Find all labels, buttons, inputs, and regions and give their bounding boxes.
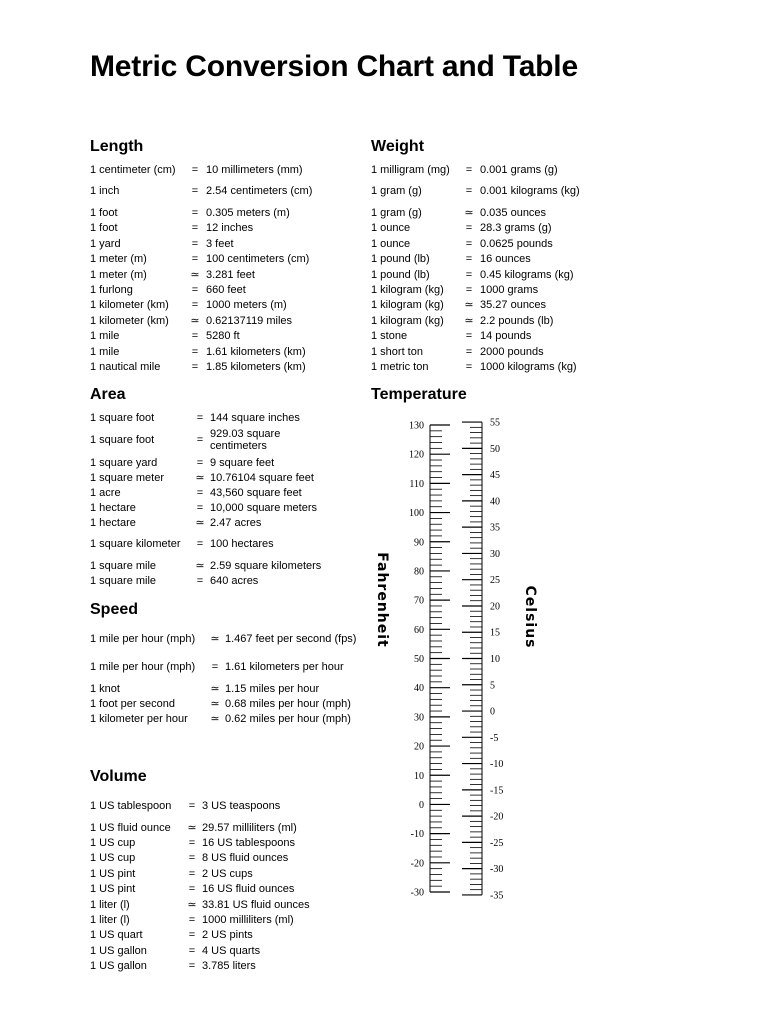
area-row xyxy=(90,410,328,425)
area-to-value: 9 square feet xyxy=(210,456,275,469)
volume-relation-symbol: = xyxy=(188,929,196,942)
length-row xyxy=(90,177,316,205)
speed-relation-symbol: = xyxy=(211,661,219,673)
volume-row xyxy=(90,851,342,866)
volume-from-unit: 1 US cup xyxy=(90,837,136,850)
length-relation-symbol: = xyxy=(191,360,199,373)
length-from-unit: 1 kilometer (km) xyxy=(90,299,169,312)
speed-to-value: 1.467 feet per second (fps) xyxy=(225,633,357,645)
speed-relation-symbol: ≃ xyxy=(210,682,220,695)
area-row xyxy=(90,425,328,455)
celsius-tick-label: 45 xyxy=(490,470,500,482)
area-row xyxy=(90,515,328,530)
area-table xyxy=(90,410,328,588)
weight-relation-symbol: = xyxy=(465,345,473,358)
area-relation-symbol: ≃ xyxy=(195,516,205,529)
weight-from-unit: 1 kilogram (kg) xyxy=(371,299,444,312)
weight-from-unit: 1 ounce xyxy=(371,222,411,235)
weight-row xyxy=(371,344,592,359)
length-row xyxy=(90,359,316,374)
area-from-unit: 1 hectare xyxy=(90,516,136,529)
celsius-tick-label: -30 xyxy=(490,864,504,876)
weight-row xyxy=(371,282,592,297)
volume-row xyxy=(90,943,342,958)
weight-relation-symbol: ≃ xyxy=(464,207,474,220)
weight-to-value: 0.001 kilograms (kg) xyxy=(480,185,580,198)
volume-relation-symbol: = xyxy=(188,867,196,880)
fahrenheit-tick-label: 20 xyxy=(414,741,424,753)
area-from-unit: 1 square foot xyxy=(90,434,155,446)
area-from-unit: 1 square foot xyxy=(90,411,155,424)
celsius-tick-label: -25 xyxy=(490,837,504,849)
area-from-unit: 1 square kilometer xyxy=(90,538,181,550)
area-row xyxy=(90,485,328,500)
celsius-tick-label: 20 xyxy=(490,601,500,613)
celsius-tick-label: 5 xyxy=(490,680,495,692)
area-relation-symbol: = xyxy=(196,574,204,587)
weight-relation-symbol: ≃ xyxy=(464,299,474,312)
area-title: Area xyxy=(90,386,126,403)
weight-to-value: 1000 grams xyxy=(480,284,539,297)
length-row xyxy=(90,329,316,344)
volume-from-unit: 1 liter (l) xyxy=(90,898,130,911)
length-from-unit: 1 mile xyxy=(90,330,120,343)
weight-row xyxy=(371,267,592,282)
length-row xyxy=(90,162,316,177)
weight-from-unit: 1 short ton xyxy=(371,345,423,358)
volume-table xyxy=(90,792,342,974)
weight-to-value: 0.035 ounces xyxy=(480,207,547,220)
volume-from-unit: 1 US tablespoon xyxy=(90,800,172,812)
weight-relation-symbol: ≃ xyxy=(464,314,474,327)
length-to-value: 3.281 feet xyxy=(206,268,255,281)
fahrenheit-tick-label: 30 xyxy=(414,712,424,724)
volume-from-unit: 1 US gallon xyxy=(90,944,147,957)
length-table xyxy=(90,162,316,375)
length-row xyxy=(90,236,316,251)
fahrenheit-tick-label: 60 xyxy=(414,624,424,636)
weight-row xyxy=(371,252,592,267)
volume-row xyxy=(90,820,342,835)
celsius-tick-label: 25 xyxy=(490,575,500,587)
speed-from-unit: 1 mile per hour (mph) xyxy=(90,633,196,645)
celsius-tick-label: 55 xyxy=(490,417,500,429)
length-relation-symbol: = xyxy=(191,185,199,198)
length-row xyxy=(90,344,316,359)
area-relation-symbol: = xyxy=(196,434,204,446)
length-from-unit: 1 foot xyxy=(90,207,118,220)
celsius-tick-label: -35 xyxy=(490,890,504,902)
weight-relation-symbol: = xyxy=(465,330,473,343)
length-row xyxy=(90,267,316,282)
speed-to-value: 0.62 miles per hour (mph) xyxy=(225,713,351,726)
area-relation-symbol: = xyxy=(196,411,204,424)
area-from-unit: 1 square mile xyxy=(90,574,157,587)
area-from-unit: 1 acre xyxy=(90,486,121,499)
length-from-unit: 1 inch xyxy=(90,185,120,198)
weight-from-unit: 1 gram (g) xyxy=(371,207,422,220)
area-from-unit: 1 hectare xyxy=(90,501,136,514)
length-from-unit: 1 centimeter (cm) xyxy=(90,163,176,176)
weight-to-value: 0.0625 pounds xyxy=(480,237,553,250)
volume-row xyxy=(90,866,342,881)
length-from-unit: 1 meter (m) xyxy=(90,268,147,281)
fahrenheit-tick-label: 110 xyxy=(409,478,424,490)
celsius-label: Celsius xyxy=(522,585,538,649)
weight-to-value: 0.001 grams (g) xyxy=(480,163,558,176)
weight-row xyxy=(371,221,592,236)
volume-from-unit: 1 US pint xyxy=(90,883,136,896)
length-row xyxy=(90,221,316,236)
volume-relation-symbol: = xyxy=(188,852,196,865)
volume-row xyxy=(90,912,342,927)
fahrenheit-tick-label: 10 xyxy=(414,770,424,782)
weight-from-unit: 1 pound (lb) xyxy=(371,253,430,266)
length-to-value: 660 feet xyxy=(206,284,246,297)
volume-to-value: 16 US tablespoons xyxy=(202,837,295,850)
weight-from-unit: 1 pound (lb) xyxy=(371,268,430,281)
volume-row xyxy=(90,959,342,974)
weight-to-value: 2000 pounds xyxy=(480,345,544,358)
length-to-value: 1.85 kilometers (km) xyxy=(206,360,306,373)
celsius-tick-label: -5 xyxy=(490,732,499,744)
weight-from-unit: 1 kilogram (kg) xyxy=(371,284,444,297)
length-relation-symbol: = xyxy=(191,222,199,235)
weight-row xyxy=(371,236,592,251)
speed-relation-symbol: ≃ xyxy=(210,698,220,711)
volume-row xyxy=(90,882,342,897)
fahrenheit-tick-label: 40 xyxy=(414,683,424,695)
weight-row xyxy=(371,205,592,220)
celsius-tick-label: 50 xyxy=(490,443,500,455)
length-title: Length xyxy=(90,138,144,155)
speed-to-value: 1.15 miles per hour xyxy=(225,682,320,695)
weight-from-unit: 1 metric ton xyxy=(371,360,429,373)
area-from-unit: 1 square yard xyxy=(90,456,158,469)
weight-relation-symbol: = xyxy=(465,360,473,373)
weight-row xyxy=(371,329,592,344)
area-to-value: 640 acres xyxy=(210,574,259,587)
length-relation-symbol: = xyxy=(191,207,199,220)
area-relation-symbol: = xyxy=(196,456,204,469)
weight-from-unit: 1 kilogram (kg) xyxy=(371,314,444,327)
volume-to-value: 2 US cups xyxy=(202,867,253,880)
volume-relation-symbol: ≃ xyxy=(187,821,197,834)
fahrenheit-tick-label: 50 xyxy=(414,654,424,665)
length-from-unit: 1 yard xyxy=(90,237,121,250)
weight-from-unit: 1 milligram (mg) xyxy=(371,163,450,176)
area-to-value: 144 square inches xyxy=(210,411,300,424)
length-to-value: 1000 meters (m) xyxy=(206,299,287,312)
speed-row xyxy=(90,653,360,681)
celsius-tick-label: -20 xyxy=(490,811,504,823)
area-to-value: 100 hectares xyxy=(210,538,274,550)
area-to-value: 43,560 square feet xyxy=(210,486,302,499)
length-relation-symbol: = xyxy=(191,237,199,250)
area-row xyxy=(90,470,328,485)
weight-relation-symbol: = xyxy=(465,222,473,235)
volume-relation-symbol: ≃ xyxy=(187,898,197,911)
fahrenheit-tick-label: 100 xyxy=(409,508,424,520)
area-row xyxy=(90,558,328,573)
length-to-value: 2.54 centimeters (cm) xyxy=(206,185,313,198)
length-row xyxy=(90,252,316,267)
volume-relation-symbol: = xyxy=(188,883,196,896)
area-to-value: 929.03 square centimeters xyxy=(210,428,281,452)
area-from-unit: 1 square meter xyxy=(90,471,164,484)
celsius-tick-label: 40 xyxy=(490,496,500,508)
length-from-unit: 1 kilometer (km) xyxy=(90,314,169,327)
weight-to-value: 28.3 grams (g) xyxy=(480,222,552,235)
volume-row xyxy=(90,928,342,943)
weight-from-unit: 1 ounce xyxy=(371,237,411,250)
weight-to-value: 14 pounds xyxy=(480,330,532,343)
speed-from-unit: 1 knot xyxy=(90,682,120,695)
area-relation-symbol: = xyxy=(196,538,204,550)
volume-row xyxy=(90,835,342,850)
weight-title: Weight xyxy=(371,138,425,155)
length-to-value: 12 inches xyxy=(206,222,254,235)
weight-row xyxy=(371,313,592,328)
length-to-value: 5280 ft xyxy=(206,330,240,343)
weight-relation-symbol: = xyxy=(465,253,473,266)
weight-from-unit: 1 stone xyxy=(371,330,408,343)
area-from-unit: 1 square mile xyxy=(90,559,157,572)
weight-to-value: 1000 kilograms (kg) xyxy=(480,360,577,373)
length-relation-symbol: ≃ xyxy=(190,268,200,281)
length-to-value: 1.61 kilometers (km) xyxy=(206,345,306,358)
weight-relation-symbol: = xyxy=(465,268,473,281)
area-relation-symbol: = xyxy=(196,486,204,499)
speed-row xyxy=(90,712,360,727)
volume-from-unit: 1 US gallon xyxy=(90,960,147,973)
weight-to-value: 16 ounces xyxy=(480,253,531,266)
temperature-title: Temperature xyxy=(371,386,467,403)
length-to-value: 0.305 meters (m) xyxy=(206,207,290,220)
weight-relation-symbol: = xyxy=(465,185,473,198)
fahrenheit-tick-label: -30 xyxy=(410,887,424,899)
volume-to-value: 1000 milliliters (ml) xyxy=(202,914,294,927)
area-to-value: 10,000 square meters xyxy=(210,501,318,514)
area-relation-symbol: ≃ xyxy=(195,471,205,484)
weight-row xyxy=(371,162,592,177)
celsius-tick-label: -10 xyxy=(490,759,504,771)
weight-to-value: 2.2 pounds (lb) xyxy=(480,314,554,327)
speed-from-unit: 1 foot per second xyxy=(90,698,176,711)
volume-relation-symbol: = xyxy=(188,960,196,973)
speed-row xyxy=(90,696,360,711)
speed-from-unit: 1 mile per hour (mph) xyxy=(90,661,196,673)
fahrenheit-tick-label: 130 xyxy=(409,420,424,432)
area-to-value: 2.59 square kilometers xyxy=(210,559,322,572)
length-to-value: 10 millimeters (mm) xyxy=(206,163,303,176)
volume-from-unit: 1 US quart xyxy=(90,929,143,942)
weight-relation-symbol: = xyxy=(465,284,473,297)
weight-table xyxy=(371,162,592,375)
length-row xyxy=(90,298,316,313)
volume-to-value: 3.785 liters xyxy=(202,960,256,973)
fahrenheit-tick-label: 0 xyxy=(419,799,424,811)
fahrenheit-tick-label: 90 xyxy=(414,537,424,549)
weight-to-value: 35.27 ounces xyxy=(480,299,547,312)
area-to-value: 2.47 acres xyxy=(210,516,262,529)
volume-to-value: 8 US fluid ounces xyxy=(202,852,289,865)
weight-relation-symbol: = xyxy=(465,237,473,250)
weight-relation-symbol: = xyxy=(465,163,473,176)
celsius-tick-label: 10 xyxy=(490,654,500,665)
speed-row xyxy=(90,625,360,653)
length-from-unit: 1 furlong xyxy=(90,284,133,297)
fahrenheit-tick-label: 70 xyxy=(414,595,424,607)
volume-to-value: 29.57 milliliters (ml) xyxy=(202,821,297,834)
volume-from-unit: 1 US cup xyxy=(90,852,136,865)
volume-row xyxy=(90,897,342,912)
speed-relation-symbol: ≃ xyxy=(210,713,220,726)
volume-from-unit: 1 liter (l) xyxy=(90,914,130,927)
weight-to-value: 0.45 kilograms (kg) xyxy=(480,268,574,281)
celsius-tick-label: 35 xyxy=(490,522,500,534)
length-relation-symbol: = xyxy=(191,330,199,343)
area-relation-symbol: = xyxy=(196,501,204,514)
speed-row xyxy=(90,681,360,696)
volume-relation-symbol: = xyxy=(188,944,196,957)
celsius-tick-label: 30 xyxy=(490,548,500,560)
length-relation-symbol: = xyxy=(191,284,199,297)
volume-relation-symbol: = xyxy=(188,914,196,927)
speed-title: Speed xyxy=(90,601,139,618)
length-relation-symbol: = xyxy=(191,299,199,312)
length-row xyxy=(90,205,316,220)
area-row xyxy=(90,500,328,515)
length-relation-symbol: = xyxy=(191,253,199,266)
celsius-tick-label: -15 xyxy=(490,785,504,797)
volume-to-value: 33.81 US fluid ounces xyxy=(202,898,310,911)
celsius-tick-label: 0 xyxy=(490,706,495,718)
length-from-unit: 1 meter (m) xyxy=(90,253,147,266)
fahrenheit-tick-label: 120 xyxy=(409,449,424,461)
speed-table xyxy=(90,625,360,727)
volume-to-value: 4 US quarts xyxy=(202,944,261,957)
area-row xyxy=(90,530,328,558)
celsius-tick-label: 15 xyxy=(490,627,500,639)
speed-relation-symbol: ≃ xyxy=(210,633,220,645)
area-relation-symbol: ≃ xyxy=(195,559,205,572)
weight-row xyxy=(371,359,592,374)
fahrenheit-tick-label: -10 xyxy=(410,829,424,841)
area-to-value: 10.76104 square feet xyxy=(210,471,314,484)
length-from-unit: 1 mile xyxy=(90,345,120,358)
weight-from-unit: 1 gram (g) xyxy=(371,185,422,198)
speed-to-value: 0.68 miles per hour (mph) xyxy=(225,698,351,711)
volume-to-value: 2 US pints xyxy=(202,929,253,942)
length-from-unit: 1 nautical mile xyxy=(90,360,161,373)
weight-row xyxy=(371,177,592,205)
speed-to-value: 1.61 kilometers per hour xyxy=(225,661,344,673)
length-relation-symbol: = xyxy=(191,345,199,358)
fahrenheit-tick-label: 80 xyxy=(414,566,424,578)
temperature-scale-svg xyxy=(370,410,540,910)
length-row xyxy=(90,313,316,328)
volume-from-unit: 1 US pint xyxy=(90,867,136,880)
length-relation-symbol: ≃ xyxy=(190,314,200,327)
length-to-value: 0.62137119 miles xyxy=(206,314,293,327)
length-to-value: 3 feet xyxy=(206,237,234,250)
volume-relation-symbol: = xyxy=(188,800,196,812)
length-row xyxy=(90,282,316,297)
fahrenheit-tick-label: -20 xyxy=(410,858,424,870)
volume-to-value: 16 US fluid ounces xyxy=(202,883,295,896)
length-from-unit: 1 foot xyxy=(90,222,118,235)
volume-row xyxy=(90,792,342,820)
weight-row xyxy=(371,298,592,313)
fahrenheit-label: Fahrenheit xyxy=(374,552,390,648)
volume-title: Volume xyxy=(90,768,147,785)
volume-to-value: 3 US teaspoons xyxy=(202,800,281,812)
volume-from-unit: 1 US fluid ounce xyxy=(90,821,171,834)
length-relation-symbol: = xyxy=(191,163,199,176)
area-row xyxy=(90,455,328,470)
area-row xyxy=(90,573,328,588)
length-to-value: 100 centimeters (cm) xyxy=(206,253,310,266)
volume-relation-symbol: = xyxy=(188,837,196,850)
temperature-scale xyxy=(370,410,540,910)
speed-from-unit: 1 kilometer per hour xyxy=(90,713,188,726)
page-title: Metric Conversion Chart and Table xyxy=(90,50,578,83)
